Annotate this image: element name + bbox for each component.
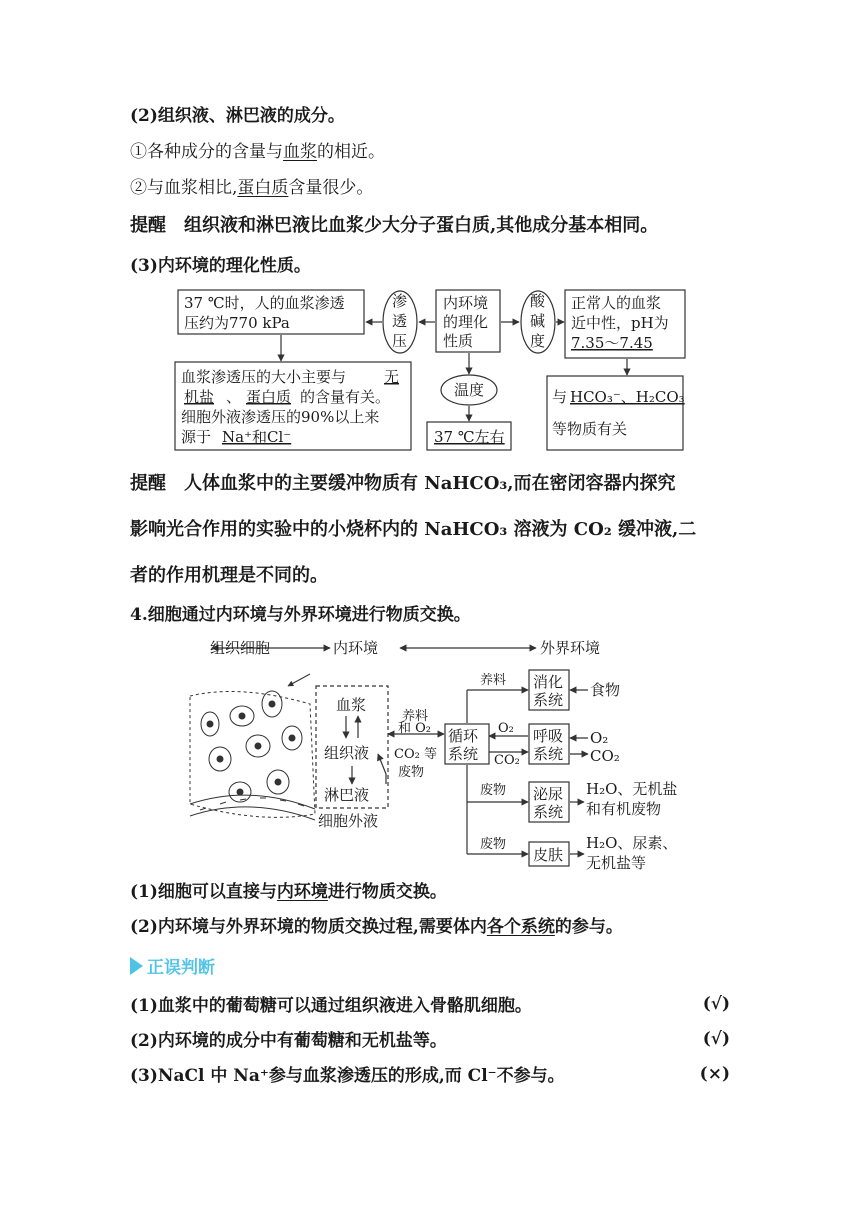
urinary-out-1: H₂O、无机盐 (586, 780, 678, 798)
judgment-mark-3: (×) (699, 1064, 730, 1084)
skin-out-1: H₂O、尿素、 (586, 834, 678, 852)
nutrients-label: 养料 (480, 673, 507, 688)
co2-label: CO₂ (494, 753, 520, 768)
osm-source-2: 源于 (181, 428, 212, 446)
osm-fact-2: 压约为770 kPa (184, 314, 290, 332)
waste-label-1: 废物 (480, 783, 507, 798)
judgment-item-2: (2)内环境的成分中有葡萄糖和无机盐等。 (130, 1031, 447, 1051)
tip-label: 提醒 (130, 473, 166, 494)
cell-label: 组织细胞 (210, 639, 271, 657)
section-4-item-1: (1)细胞可以直接与内环境进行物质交换。 (130, 882, 447, 902)
ph-fact-2: 近中性，pH为 (571, 314, 669, 332)
ecf-label: 细胞外液 (318, 812, 379, 830)
ext-label: 外界环境 (540, 639, 601, 657)
judgment-section-title: 正误判断 (130, 953, 215, 978)
tissue-illustration (190, 674, 315, 820)
o2-out-label: O₂ (590, 729, 609, 747)
osm-source-1: 细胞外液渗透压的90%以上来 (181, 408, 380, 426)
osm-answer-2: 蛋白质 (246, 388, 292, 406)
co2-out-label: CO₂ (590, 747, 620, 765)
ph-cause-pre: 与 (552, 388, 568, 406)
tissue-fluid-label: 组织液 (324, 744, 370, 762)
osm-cause-2: 的含量有关。 (300, 388, 391, 406)
env-label: 内环境 (333, 639, 379, 657)
acidity-label-1: 酸 (530, 292, 546, 310)
skin-out-2: 无机盐等 (586, 854, 647, 872)
section-4-heading: 4.细胞通过内环境与外界环境进行物质交换。 (130, 605, 471, 625)
digestive-label-1: 消化 (533, 673, 564, 691)
tip-2-line-2: 影响光合作用的实验中的小烧杯内的 NaHCO₃ 溶液为 CO₂ 缓冲液,二 (130, 519, 697, 540)
osm-answer-3: Na⁺和Cl⁻ (222, 428, 292, 446)
co2-waste-label-1: CO₂ 等 (394, 747, 437, 762)
blank-answer: 内环境 (276, 882, 328, 902)
blank-answer: 血浆 (283, 142, 317, 162)
section-2-item-1: ①各种成分的含量与血浆的相近。 (130, 142, 385, 162)
section-2-item-2: ②与血浆相比,蛋白质含量很少。 (130, 178, 374, 198)
osmotic-label-2: 透 (392, 312, 408, 330)
temperature-label: 温度 (454, 381, 485, 399)
osm-cause-1: 血浆渗透压的大小主要与 (181, 368, 347, 386)
osm-fact-1: 37 ℃时，人的血浆渗透 (184, 294, 345, 312)
exchange-diagram (180, 634, 700, 874)
section-3-heading: (3)内环境的理化性质。 (130, 256, 311, 276)
blank-answer: 各个系统 (486, 917, 555, 937)
tip-1: 提醒 组织液和淋巴液比血浆少大分子蛋白质,其他成分基本相同。 (130, 215, 659, 236)
properties-diagram (172, 284, 690, 456)
urinary-out-2: 和有机废物 (586, 800, 662, 818)
center-line-3: 性质 (443, 332, 474, 350)
ph-fact-1: 正常人的血浆 (571, 294, 662, 312)
temperature-value: 37 ℃左右 (434, 428, 505, 446)
nutrients-o2-label-1: 养料 (402, 709, 429, 724)
circulation-label-1: 循环 (448, 727, 479, 745)
arrow-icon (130, 957, 143, 975)
acidity-label-2: 碱 (530, 312, 546, 330)
osm-answer-1b: 机盐 (184, 388, 215, 406)
respiratory-label-2: 系统 (533, 745, 564, 763)
respiratory-label-1: 呼吸 (533, 727, 564, 745)
skin-label: 皮肤 (533, 846, 564, 864)
center-line-1: 内环境 (443, 294, 489, 312)
blank-answer: 蛋白质 (237, 178, 289, 198)
tip-label: 提醒 (130, 215, 166, 236)
center-line-2: 的理化 (443, 313, 489, 331)
section-4-item-2: (2)内环境与外界环境的物质交换过程,需要体内各个系统的参与。 (130, 917, 623, 937)
digestive-label-2: 系统 (533, 691, 564, 709)
lymph-label: 淋巴液 (324, 786, 370, 804)
acidity-label-3: 度 (530, 332, 546, 350)
osm-answer-1a: 无 (384, 368, 400, 386)
urinary-label-2: 系统 (533, 803, 564, 821)
circulation-label-2: 系统 (448, 745, 479, 763)
plasma-label: 血浆 (336, 696, 367, 714)
judgment-mark-2: (√) (702, 1029, 730, 1049)
urinary-label-1: 泌尿 (533, 785, 564, 803)
waste-label-2: 废物 (480, 837, 507, 852)
nutrients-o2-label-2: 和 O₂ (398, 721, 432, 736)
co2-waste-label-2: 废物 (398, 765, 425, 780)
judgment-item-3: (3)NaCl 中 Na⁺参与血浆渗透压的形成,而 Cl⁻不参与。 (130, 1066, 565, 1086)
section-2-heading: (2)组织液、淋巴液的成分。 (130, 106, 345, 126)
osmotic-label-1: 渗 (392, 292, 408, 310)
judgment-item-1: (1)血浆中的葡萄糖可以通过组织液进入骨骼肌细胞。 (130, 996, 532, 1016)
ph-cause-post: 等物质有关 (552, 420, 628, 438)
osm-sep: 、 (226, 388, 242, 406)
ph-range: 7.35～7.45 (571, 334, 653, 352)
osmotic-label-3: 压 (392, 332, 408, 350)
judgment-mark-1: (√) (702, 994, 730, 1014)
o2-label: O₂ (498, 721, 514, 736)
ph-buffer: HCO₃⁻、H₂CO₃ (570, 388, 685, 406)
tip-2-line-1: 提醒 人体血浆中的主要缓冲物质有 NaHCO₃,而在密闭容器内探究 (130, 473, 676, 494)
food-label: 食物 (590, 681, 621, 699)
tip-2-line-3: 者的作用机理是不同的。 (130, 565, 328, 586)
